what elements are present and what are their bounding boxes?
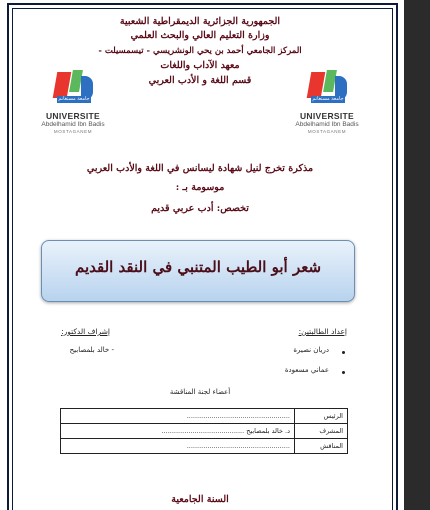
jury-label: أعضاء لجنة المناقشة (169, 388, 231, 396)
thesis-title: شعر أبو الطيب المتنبي في النقد القديم (74, 258, 322, 276)
jury-role-president: الرئيس (295, 409, 348, 424)
table-row (61, 424, 348, 439)
logo-university-city: MOSTAGANEM (307, 129, 347, 134)
jury-role-examiner: المناقش (295, 439, 348, 454)
thesis-title-box (41, 240, 355, 302)
table-row (61, 439, 348, 454)
header-department: قسم اللغة و الأدب العربي (148, 75, 252, 86)
table-row (61, 409, 348, 424)
thesis-titled-line: موسومة بـ : (175, 182, 225, 193)
thesis-degree-line: مذكرة تخرج لنيل شهادة ليسانس في اللغة والأدب العربي (86, 163, 314, 174)
logo-university-name: UNIVERSITE (299, 111, 354, 121)
viewer-side-panel (404, 0, 430, 510)
supervisor-label: إشراف الدكتور: (61, 327, 110, 336)
header-ministry: وزارة التعليم العالي والبحث العلمي (130, 30, 270, 41)
student-name-1: دريان نصيرة (293, 346, 329, 354)
bullet-icon (342, 371, 345, 374)
jury-role-supervisor: المشرف (295, 424, 348, 439)
jury-name-examiner: .................................................. (61, 439, 295, 454)
logo-university-subname: Abdelhamid Ibn Badis (295, 121, 359, 128)
university-mark-icon: جامعة مستغانم (51, 68, 95, 108)
header-republic: الجمهورية الجزائرية الديمقراطية الشعبية (119, 16, 281, 27)
university-logo-left (34, 68, 112, 138)
logo-university-name: UNIVERSITE (45, 111, 100, 121)
bullet-icon (342, 351, 345, 354)
supervisor-name: - خالد بلمصابيح (69, 346, 114, 354)
student-name-2: عماني مسعودة (284, 366, 329, 374)
jury-name-supervisor: د. خالد بلمصابيح ........................................ (61, 424, 295, 439)
jury-table (60, 408, 348, 454)
header-center: المركز الجامعي أحمد بن يحي الونشريسي - تيسمسيلت - (98, 46, 302, 56)
university-logo-right (288, 68, 366, 138)
university-mark-icon: جامعة مستغانم (305, 68, 349, 108)
logo-university-city: MOSTAGANEM (53, 129, 93, 134)
thesis-specialty-line: تخصص: أدب عربي قديم (151, 203, 249, 214)
students-label: إعداد الطالبتين: (298, 327, 347, 336)
logo-university-subname: Abdelhamid Ibn Badis (41, 121, 105, 128)
academic-year-label: السنة الجامعية (171, 494, 229, 505)
header-institute: معهد الآداب واللغات (160, 60, 240, 71)
jury-name-president: .................................................. (61, 409, 295, 424)
